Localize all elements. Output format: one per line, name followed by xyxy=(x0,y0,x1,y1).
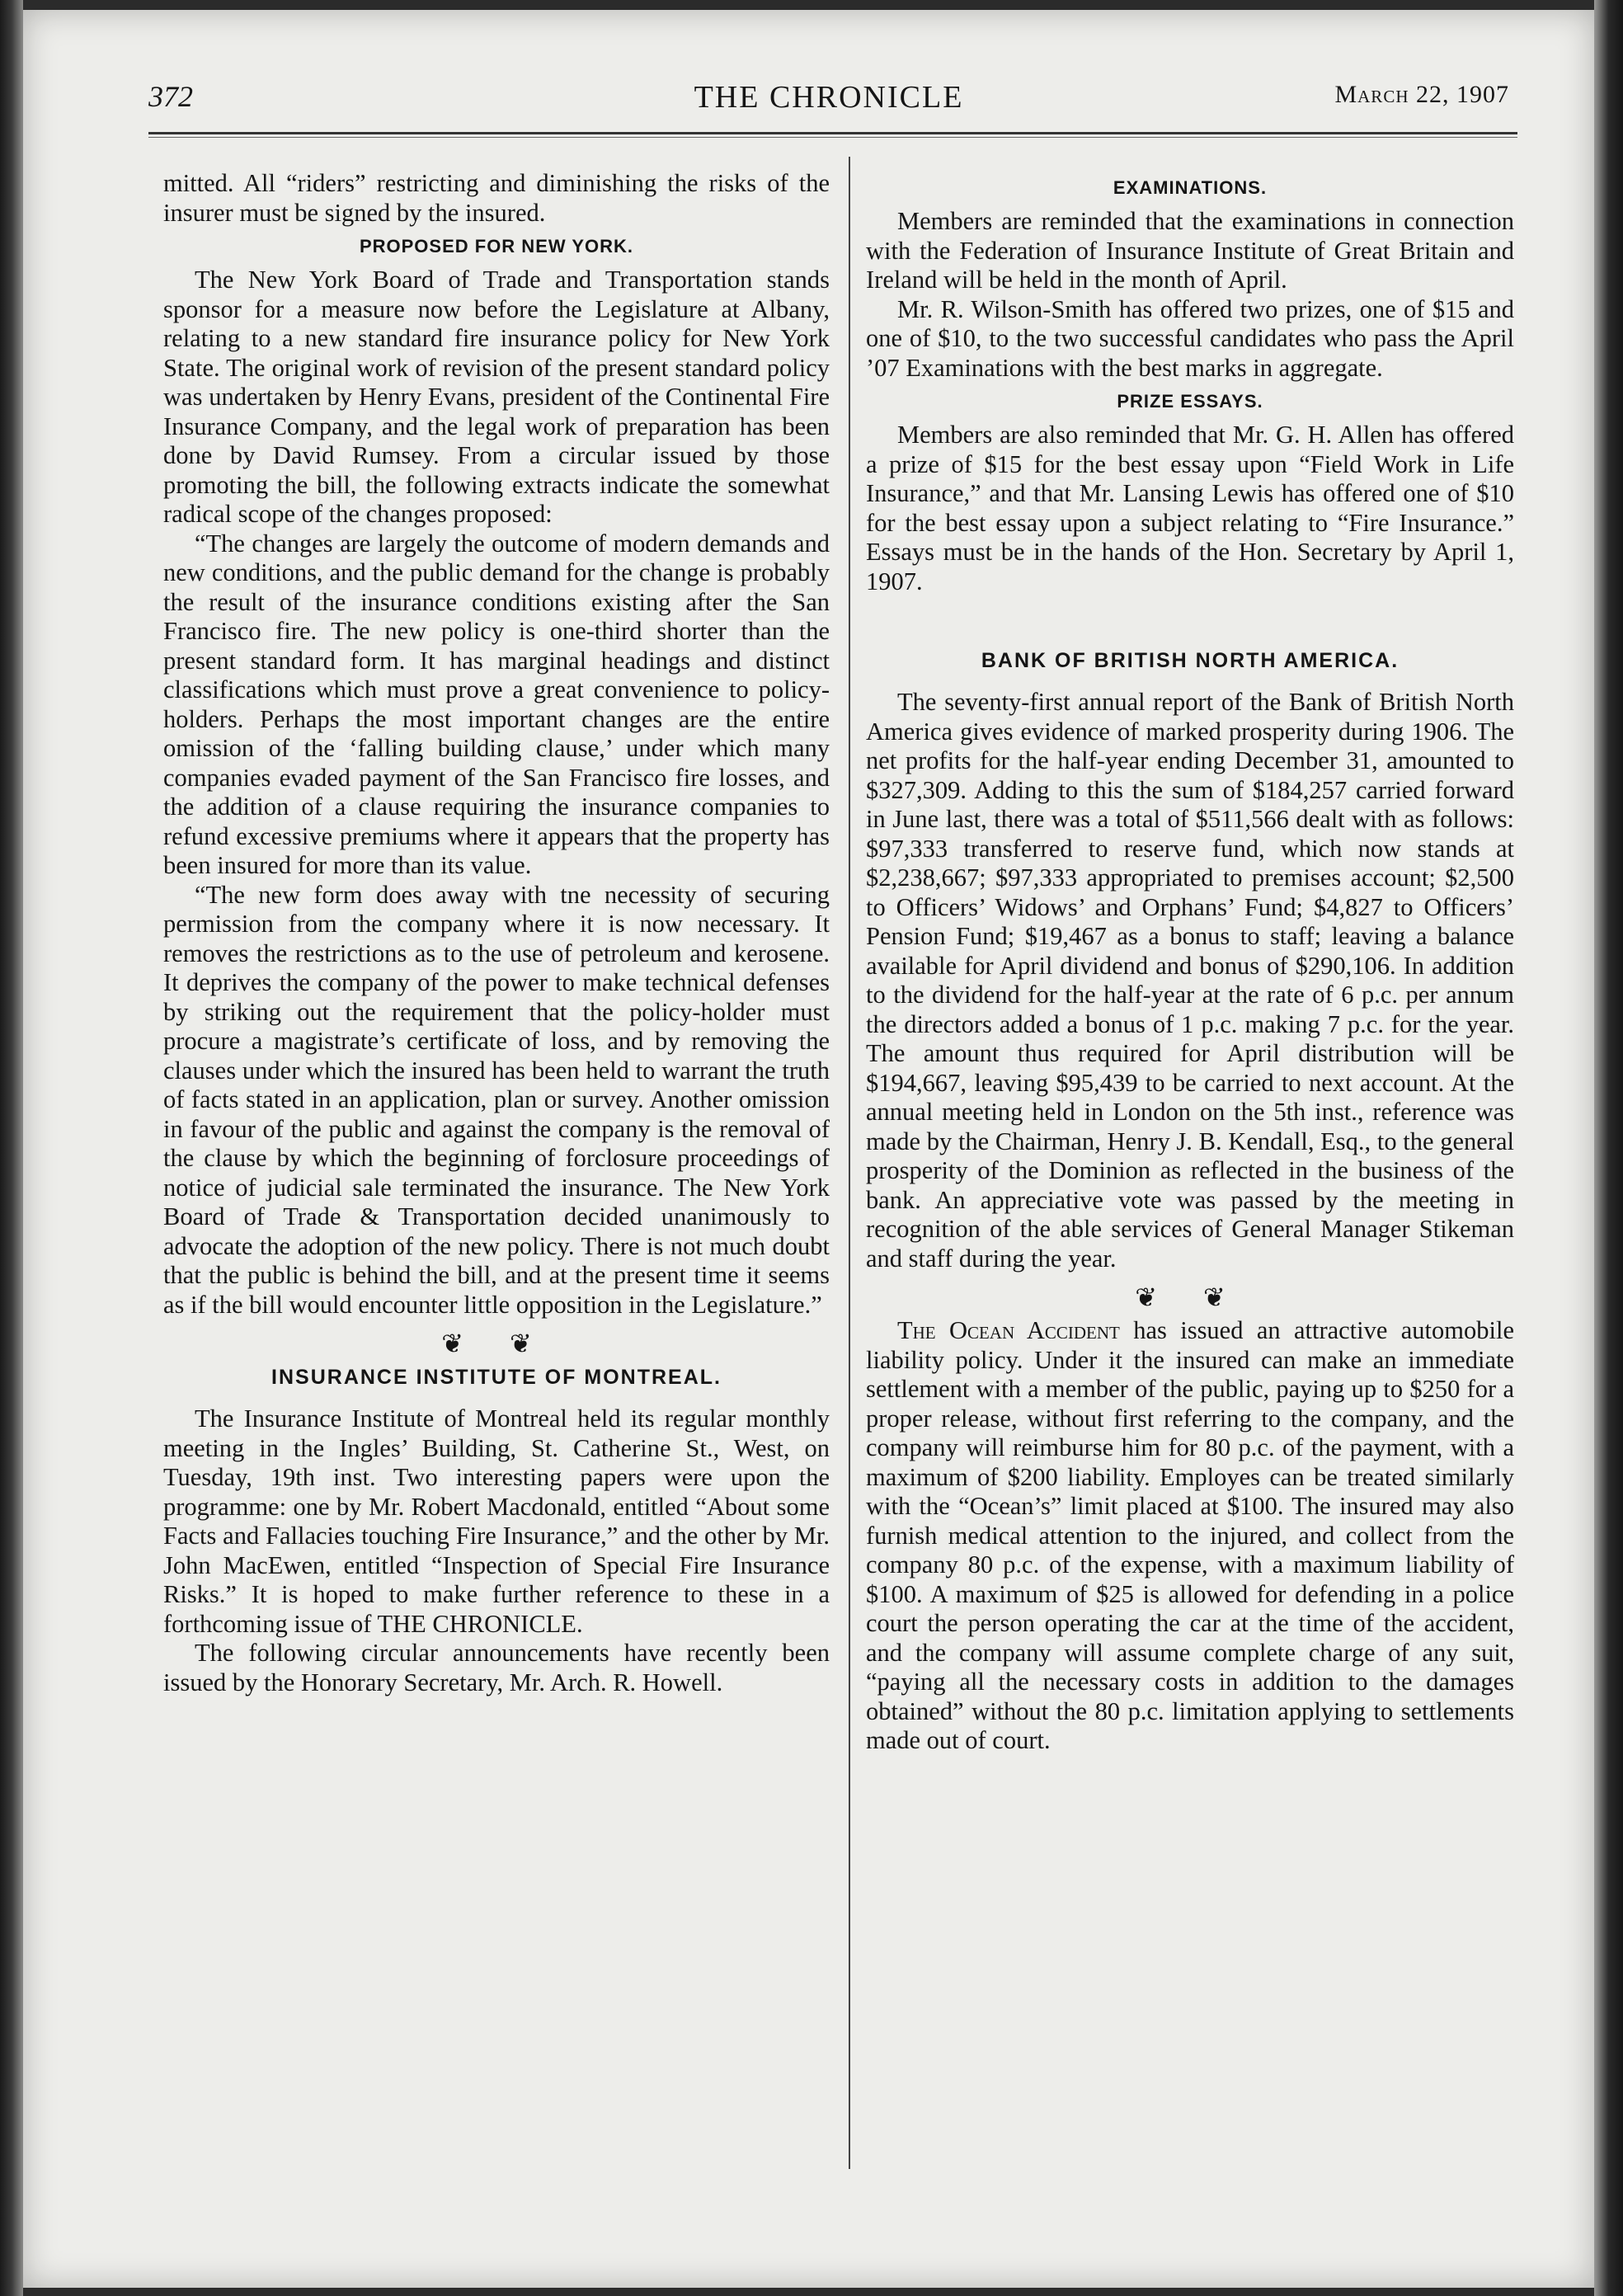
section-title-prize-essays: PRIZE ESSAYS. xyxy=(1117,391,1263,412)
ornament-divider: ❦ ❦ xyxy=(441,1329,552,1358)
paragraph: Members are also reminded that Mr. G. H. Allen has offered a prize of $15 for the best essay upon “Field Work in Life Insurance,” and that Mr. Lansing Lewis has offered one of $10 for the best essay upon a subject relating to “Fire Insurance.” Essays must be in the hands of the Hon. Secretary by April 1, 1907. xyxy=(866,421,1514,595)
paragraph: Mr. R. Wilson-Smith has offered two prizes, one of $15 and one of $10, to the two successful candidates who pass the April ’07 Examinations with the best marks in aggregate. xyxy=(866,294,1514,382)
journal-title: THE CHRONICLE xyxy=(694,80,964,115)
paragraph: “The new form does away with tne necessity of securing permission from the company where it is now necessary. It removes the restrictions as to the use of petroleum and kerosene. It deprives the company of the power to make technical defenses by striking out the requirement that the policy-holder must procure a magistrate’s certificate of loss, and by removing the clauses under which the insured has been held to warrant the truth of facts stated in an application, plan or survey. Another omission in favour of the public and against the company is the removal of the clause by which the beginning of forclosure proceedings of notice of judicial sale terminated the insurance. The New York Board of Trade & Transportation decided unanimously to advocate the adoption of the new policy. There is not much doubt that the public is behind the bill, and at the present time it seems as if the bill would encounter little opposition in the Legislature.” xyxy=(163,880,830,1319)
opening-paragraph: mitted. All “riders” restricting and diminishing the risks of the insurer must be signed by the insured. xyxy=(163,169,830,227)
left-column xyxy=(163,169,830,1697)
scan-edge-right xyxy=(1594,0,1623,2296)
ornament-divider: ❦ ❦ xyxy=(1135,1282,1245,1312)
scan-edge-left xyxy=(0,0,23,2296)
paragraph: The following circular announcements have recently been issued by the Honorary Secretary, Mr. Arch. R. Howell. xyxy=(163,1639,830,1696)
running-header xyxy=(148,79,1509,119)
paragraph: The seventy-first annual report of the Bank of British North America gives evidence of marked prosperity during 1906. The net profits for the half-year ending December 31, amounted to $327,309. Adding to this the sum of $184,257 carried forward in June last, there was a total of $511,566 dealt with as follows: $97,333 transferred to reserve fund, which now stands at $2,238,667; $97,333 appropriated to premises account; $2,500 to Officers’ Widows’ and Orphans’ Fund; $4,827 to Officers’ Pension Fund; $19,467 as a bonus to staff; leaving a balance available for April dividend and bonus of $290,106. In addition to the dividend for the half-year at the rate of 6 p.c. per annum the directors added a bonus of 1 p.c. making 7 p.c. for the year. The amount thus required for April distribution will be $194,667, leaving $95,439 to be carried to next account. At the annual meeting held in London on the 5th inst., reference was made by the Chairman, Henry J. B. Kendall, Esq., to the general prosperity of the Dominion as reflected in the business of the bank. An appreciative vote was passed by the meeting in recognition of the able services of General Manager Stikeman and staff during the year. xyxy=(866,688,1514,1273)
spacer xyxy=(866,596,1514,642)
paragraph-body: has issued an attractive automobile liability policy. Under it the insured can make an immediate settlement with a member of the public, paying up to $250 for a proper release, without first referring to the company, and the company will reimburse him for 80 p.c. of the payment, with a maximum of $200 liability. Employes can be treated similarly with the “Ocean’s” limit placed at $100. The insured may also furnish medical attention to the injured, and collect from the company 80 p.c. of the expense, with a maximum liability of $100. A maximum of $25 is allowed for defending in a police court the person operating the car at the time of the accident, and the company will assume complete charge of any suit, “paying all the necessary costs in addition to the damages obtained” without the 80 p.c. limitation applying to settlements made out of court. xyxy=(866,1316,1514,1754)
right-column xyxy=(866,169,1514,1756)
lead-in-ocean-accident: The Ocean Accident xyxy=(897,1316,1120,1344)
paragraph: The New York Board of Trade and Transportation stands sponsor for a measure now before the Legislature at Albany, relating to a new standard fire insurance policy for New York State. The original work of revision of the present standard policy was undertaken by Henry Evans, president of the Continental Fire Insurance Company, and the legal work of preparation has been done by David Rumsey. From a circular issued by those promoting the bill, the following extracts indicate the somewhat radical scope of the changes proposed: xyxy=(163,266,830,528)
issue-date: March 22, 1907 xyxy=(1334,81,1509,108)
section-title-insurance-institute: INSURANCE INSTITUTE OF MONTREAL. xyxy=(271,1366,722,1389)
section-title-bank-of-british-north-america: BANK OF BRITISH NORTH AMERICA. xyxy=(981,649,1400,672)
section-title-proposed-for-new-york: PROPOSED FOR NEW YORK. xyxy=(359,236,634,256)
paragraph xyxy=(866,1316,1514,1756)
column-rule xyxy=(849,157,850,2169)
paragraph: “The changes are largely the outcome of modern demands and new conditions, and the public demand for the change is probably the result of the insurance conditions existing after the San Francisco fire. The new policy is one-third shorter than the present standard form. It has marginal headings and distinct classifications which must prove a great convenience to policy-holders. Perhaps the most important changes are the entire omission of the ‘falling building clause,’ under which many companies evaded payment of the San Francisco fire losses, and the addition of a clause requiring the insurance companies to refund excessive premiums where it appears that the property has been insured for more than its value. xyxy=(163,529,830,879)
header-rule xyxy=(148,132,1517,138)
page-number: 372 xyxy=(148,80,193,113)
paragraph: The Insurance Institute of Montreal held its regular monthly meeting in the Ingles’ Building, St. Catherine St., West, on Tuesday, 19th inst. Two interesting papers were upon the programme: one by Mr. Robert Macdonald, entitled “About some Facts and Fallacies touching Fire Insurance,” and the other by Mr. John MacEwen, entitled “Inspection of Special Fire Insurance Risks.” It is hoped to make further reference to these in a forthcoming issue of THE CHRONICLE. xyxy=(163,1404,830,1638)
section-title-examinations: EXAMINATIONS. xyxy=(1113,177,1268,198)
paragraph: Members are reminded that the examinations in connection with the Federation of Insurance Institute of Great Britain and Ireland will be held in the month of April. xyxy=(866,207,1514,294)
